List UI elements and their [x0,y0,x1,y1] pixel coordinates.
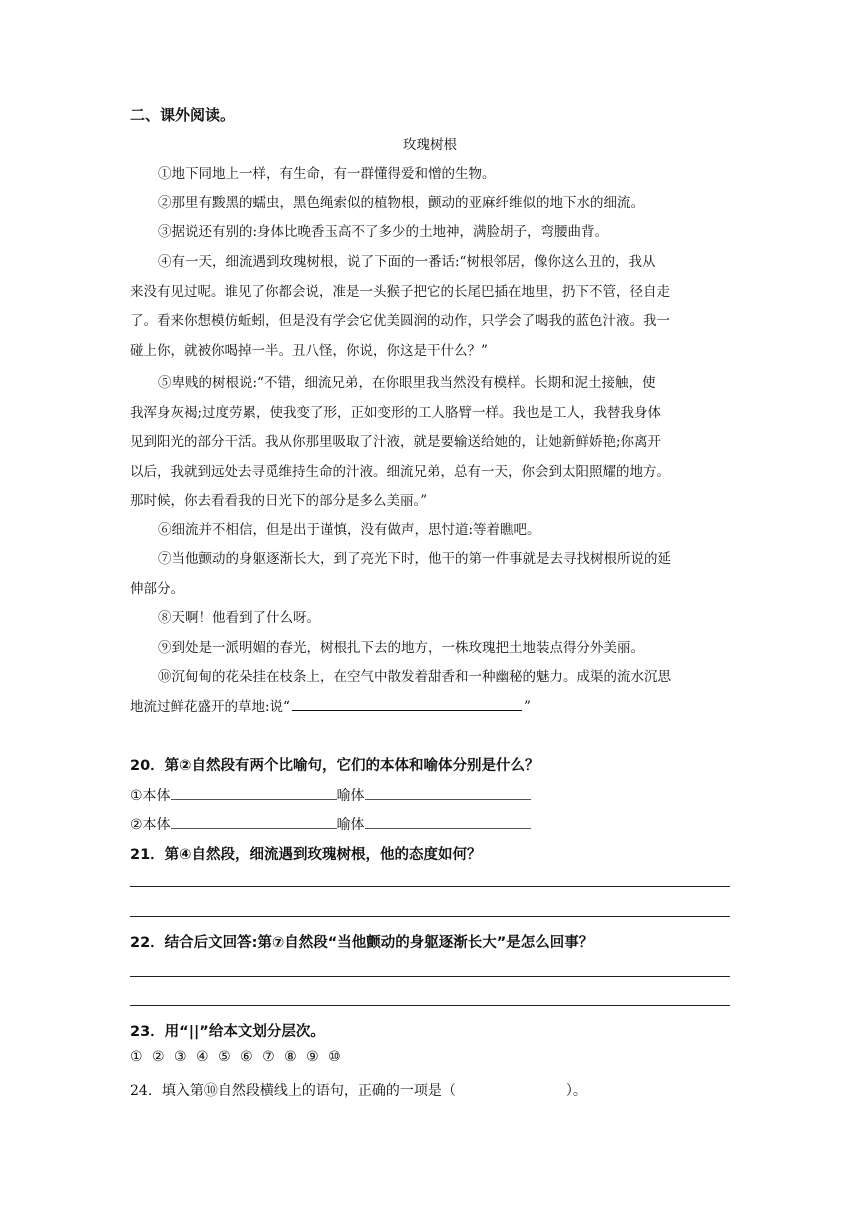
q20-row-2-vehicle-label: 喻体 [336,817,365,833]
paragraph-7 [130,545,730,604]
paragraph-line-text: ②那里有黢黑的蠕虫，黑色绳索似的植物根，颤动的亚麻纤维似的地下水的细流。 [158,195,644,211]
paragraph-number: ⑩ [328,1049,341,1065]
paragraph-line [130,160,730,190]
q24-close: ）。 [565,1083,587,1099]
paragraph-number: ③ [174,1049,187,1065]
passage-title: 玫瑰树根 [403,137,457,153]
paragraph-line-text: ①地下同地上一样，有生命，有一群懂得爱和憎的生物。 [158,166,496,182]
q20-row-1-ontology-label: ①本体 [130,788,171,804]
paragraph-line-text: ③据说还有别的:身体比晚香玉高不了多少的土地神，满脸胡子，弯腰曲背。 [158,224,609,240]
paragraph-3 [130,218,730,248]
paragraph-number-list [130,1049,346,1065]
question-22: 22．结合后文回答:第⑦自然段“当他颤动的身躯逐渐长大”是怎么回事？ [130,935,594,951]
paragraph-line [130,487,730,517]
paragraph-line-text: ⑩沉甸甸的花朵挂在枝条上，在空气中散发着甜香和一种幽秘的魅力。成渠的流水沉思 [158,669,671,685]
paragraph-line [130,369,730,399]
paragraph-5 [130,369,730,517]
paragraph-line [130,575,730,605]
paragraph-6 [130,516,730,546]
q20-row-2[interactable] [130,814,531,834]
paragraph-line-text: 见到阳光的部分干活。我从你那里吸取了汁液，就是要输送给她的，让她新鲜娇艳;你离开 [130,434,662,450]
paragraph-line-text: 那时候，你去看看我的日光下的部分是多么美丽。” [130,493,428,509]
paragraph-4 [130,248,730,366]
paragraph-number: ⑧ [284,1049,297,1065]
paragraph-line [130,604,730,634]
paragraph-line [130,218,730,248]
paragraph-1 [130,160,730,190]
q24-text: 24．填入第⑩自然段横线上的语句，正确的一项是（ [130,1083,456,1099]
paragraph-line-text: 以后，我就到远处去寻觅维持生命的汁液。细流兄弟，总有一天，你会到太阳照耀的地方。 [130,463,670,480]
paragraph-line-text: ④有一天，细流遇到玫瑰树根，说了下面的一番话:“树根邻居，像你这么丑的，我从 [158,254,656,270]
q20-row-2-ontology-blank[interactable] [171,814,337,829]
q20-row-2-vehicle-blank[interactable] [365,814,531,829]
paragraph-9 [130,634,730,664]
paragraph-line [130,248,730,278]
paragraph-line-text: ⑥细流并不相信，但是出于谨慎，没有做声，思忖道:等着瞧吧。 [158,522,541,538]
paragraph-line-text: ⑨到处是一派明媚的春光，树根扎下去的地方，一株玫瑰把土地装点得分外美丽。 [158,640,644,656]
q20-row-1-vehicle-blank[interactable] [365,785,531,800]
paragraph-8 [130,604,730,634]
q22-answer-line-2[interactable] [130,1005,730,1006]
q20-row-1-ontology-blank[interactable] [171,785,337,800]
paragraph-line-text: 我浑身灰褐;过度劳累，使我变了形，正如变形的工人胳臂一样。我也是工人，我替我身体 [130,404,662,421]
paragraph-line [130,189,730,219]
paragraph-number: ① [130,1049,143,1065]
question-21: 21．第④自然段，细流遇到玫瑰树根，他的态度如何？ [130,847,482,863]
paragraph-line [130,337,730,367]
paragraph-line [130,545,730,575]
paragraph-line-text: ⑤卑贱的树根说:“不错，细流兄弟，在你眼里我当然没有模样。长期和泥土接触，使 [158,375,656,391]
question-20: 20．第②自然段有两个比喻句，它们的本体和喻体分别是什么？ [130,758,540,774]
paragraph-line [130,307,730,337]
paragraph-line [130,634,730,664]
paragraph-line-text: 地流过鲜花盛开的草地:说“ [130,698,290,715]
paragraph-line-text: 碰上你，就被你喝掉一半。丑八怪，你说，你这是干什么？” [130,342,488,359]
section-heading: 二、课外阅读。 [130,106,236,124]
q21-answer-line-1[interactable] [130,886,730,887]
paragraph-line [130,399,730,429]
paragraph-line-text: 了。看来你想模仿蚯蚓，但是没有学会它优美圆润的动作，只学会了喝我的蓝色汁液。我一 [130,313,670,329]
question-24 [130,1080,587,1100]
q20-row-2-ontology-label: ②本体 [130,817,171,833]
paragraph-number: ④ [196,1049,209,1065]
paragraph-number: ⑥ [240,1049,253,1065]
closing-quote: ” [523,698,531,715]
paragraph-number: ⑦ [262,1049,275,1065]
paragraph-line [130,278,730,308]
paragraph-2 [130,189,730,219]
paragraph-line-text: ⑧天啊！他看到了什么呀。 [158,610,320,626]
paragraph-line-text: 伸部分。 [130,580,184,597]
paragraph-line-text: ⑦当他颤动的身躯逐渐长大，到了亮光下时，他干的第一件事就是去寻找树根所说的延 [158,551,671,567]
paragraph-line-text: 来没有见过呢。谁见了你都会说，准是一头猴子把它的长尾巴插在地里，扔下不管，径自走 [130,283,670,300]
paragraph-number: ② [152,1049,165,1065]
q20-row-1-vehicle-label: 喻体 [336,788,365,804]
paragraph-line [130,663,730,693]
paragraph-line [130,516,730,546]
paragraph-number: ⑤ [218,1049,231,1065]
paragraph-line [130,693,730,723]
q20-row-1[interactable] [130,785,531,805]
question-23: 23．用“||”给本文划分层次。 [130,1024,325,1040]
fill-blank-underline[interactable] [292,696,522,711]
paragraph-line [130,428,730,458]
q21-answer-line-2[interactable] [130,916,730,917]
paragraph-10 [130,663,730,722]
q22-answer-line-1[interactable] [130,976,730,977]
paragraph-number: ⑨ [306,1049,319,1065]
paragraph-line [130,458,730,488]
